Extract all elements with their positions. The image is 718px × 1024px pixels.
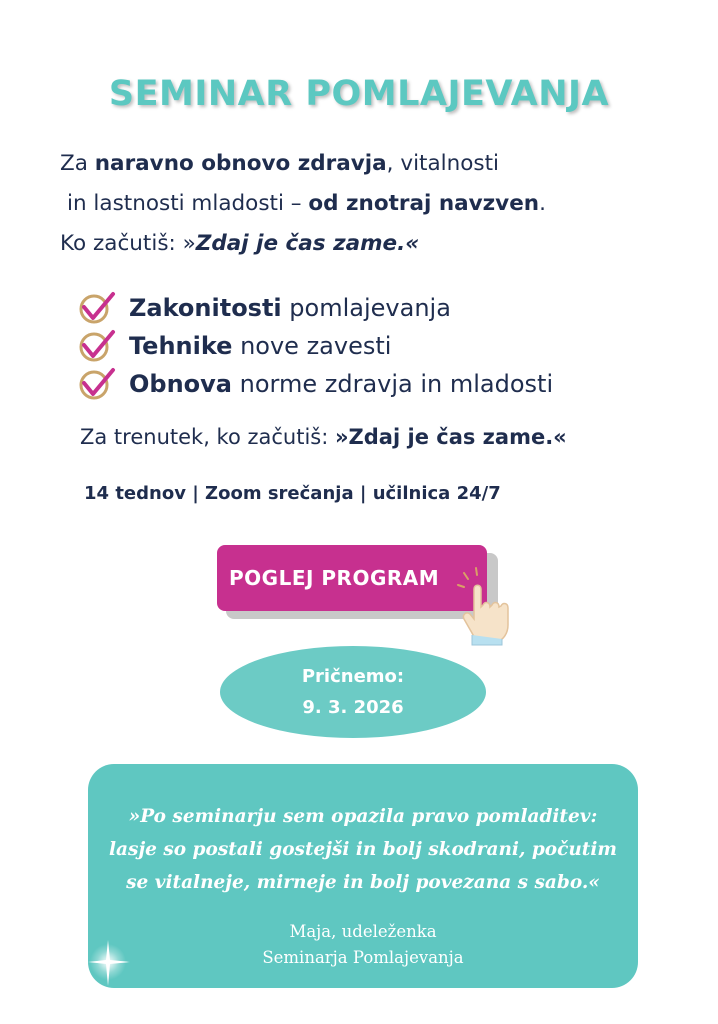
feature-item: Tehnike nove zavesti — [78, 327, 553, 365]
feature-list — [78, 289, 553, 403]
view-program-button[interactable]: POGLEJ PROGRAM — [217, 545, 487, 611]
feature-item: Zakonitosti pomlajevanja — [78, 289, 553, 327]
start-date-badge — [220, 646, 486, 738]
sparkle-icon — [80, 930, 140, 990]
intro-line-2: in lastnosti mladosti – od znotraj navzven. — [67, 191, 546, 216]
intro-text — [60, 144, 546, 264]
testimonial-author: Maja, udeleženka Seminarja Pomlajevanja — [262, 922, 464, 967]
pointing-hand-icon — [452, 565, 524, 647]
intro-line-1: Za naravno obnovo zdravja, vitalnosti — [60, 151, 500, 176]
check-icon — [78, 367, 116, 401]
start-date: 9. 3. 2026 — [302, 697, 404, 718]
testimonial-card — [88, 764, 638, 988]
intro-line-3: Ko začutiš: »Zdaj je čas zame.« — [60, 231, 420, 256]
moment-text: Za trenutek, ko začutiš: »Zdaj je čas zame.« — [80, 425, 567, 449]
check-icon — [78, 329, 116, 363]
check-icon — [78, 291, 116, 325]
start-label: Pričnemo: — [301, 666, 405, 687]
feature-item: Obnova norme zdravja in mladosti — [78, 365, 553, 403]
page-title: SEMINAR POMLAJEVANJA — [108, 74, 610, 114]
course-info: 14 tednov | Zoom srečanja | učilnica 24/7 — [84, 483, 501, 504]
testimonial-quote: »Po seminarju sem opazila pravo pomladitev: lasje so postali gostejši in bolj skodrani, počutim se vitalneje, mirneje in bolj povezana s sabo.« — [109, 806, 617, 893]
